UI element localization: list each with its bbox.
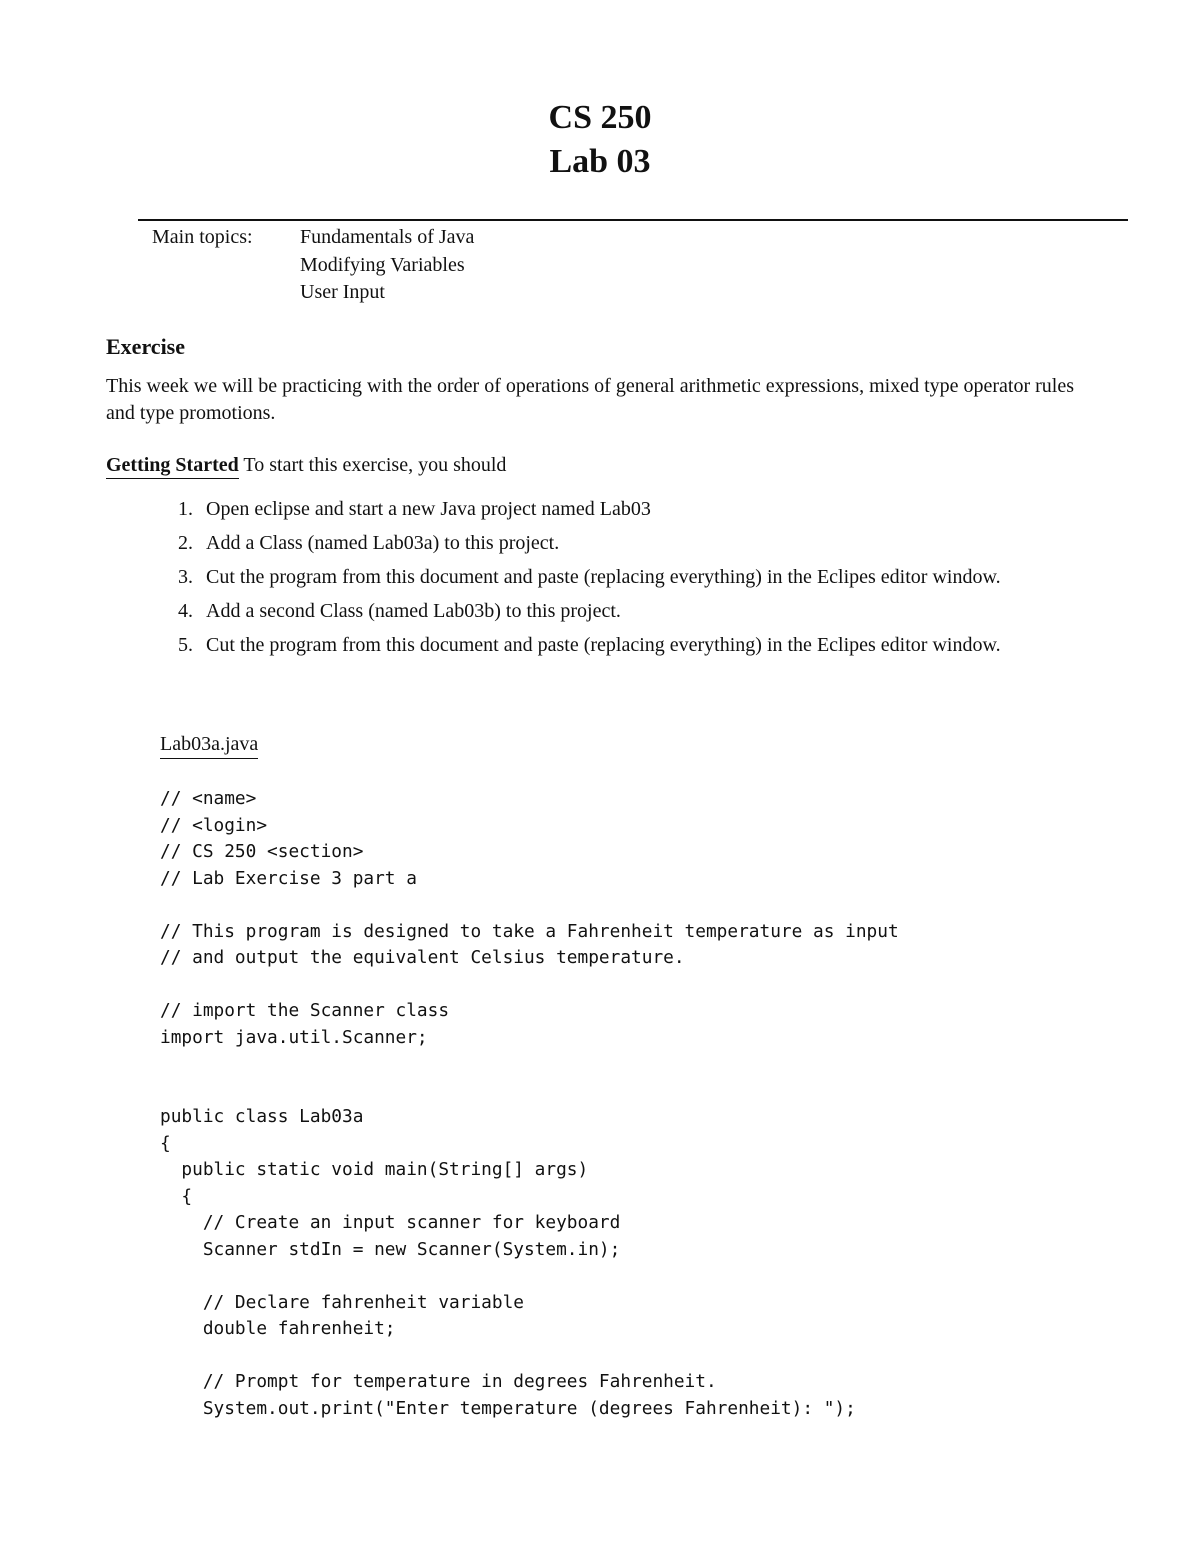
exercise-description: This week we will be practicing with the order of operations of general arithmetic expressions, mixed type operator rules and type promotions.: [106, 375, 1075, 424]
code-line: // CS 250 <section>: [160, 841, 364, 862]
horizontal-rule: [138, 219, 1128, 221]
steps-list: [178, 496, 1096, 666]
code-line: {: [160, 1132, 171, 1154]
code-line: System.out.print("Enter temperature (degrees Fahrenheit): ");: [160, 1397, 856, 1419]
code-line: [160, 1343, 899, 1370]
code-block: [160, 786, 899, 1422]
list-item: [178, 530, 1096, 557]
code-line: // Create an input scanner for keyboard: [160, 1212, 621, 1233]
getting-started: [106, 452, 506, 478]
step-text: Add a Class (named Lab03a) to this project.: [206, 532, 560, 554]
list-item: [178, 598, 1096, 625]
getting-started-label: Getting Started: [106, 454, 239, 479]
code-line: double fahrenheit;: [160, 1318, 396, 1339]
main-topics-label: Main topics:: [152, 226, 253, 248]
main-topics-list: [300, 224, 474, 307]
topic-item: User Input: [300, 281, 385, 303]
step-number: 3.: [178, 566, 193, 588]
code-line: // and output the equivalent Celsius temperature.: [160, 947, 685, 968]
step-number: 5.: [178, 634, 193, 656]
getting-started-text: To start this exercise, you should: [243, 454, 507, 476]
code-line: // Declare fahrenheit variable: [160, 1291, 524, 1313]
topic-item: Fundamentals of Java: [300, 226, 475, 248]
exercise-heading: Exercise: [106, 334, 186, 359]
step-text: Open eclipse and start a new Java project named Lab03: [206, 498, 651, 520]
code-line: [160, 1051, 899, 1078]
step-text: Cut the program from this document and paste (replacing everything) in the Eclipes editor window.: [206, 634, 1001, 656]
code-line: public class Lab03a: [160, 1106, 364, 1127]
code-line: [160, 972, 899, 999]
step-number: 4.: [178, 600, 193, 622]
course-title: CS 250: [548, 99, 652, 136]
list-item: [178, 564, 1096, 591]
step-number: 1.: [178, 498, 193, 520]
lab-title: Lab 03: [549, 143, 651, 180]
code-line: public static void main(String[] args): [160, 1159, 589, 1180]
code-line: Scanner stdIn = new Scanner(System.in);: [160, 1238, 621, 1260]
code-line: // import the Scanner class: [160, 1000, 450, 1021]
step-number: 2.: [178, 532, 193, 554]
code-line: // <login>: [160, 814, 268, 836]
topic-item: Modifying Variables: [300, 253, 465, 276]
code-line: // Lab Exercise 3 part a: [160, 867, 417, 889]
code-line: // Prompt for temperature in degrees Fahrenheit.: [160, 1371, 717, 1392]
code-line: {: [160, 1185, 193, 1207]
step-text: Cut the program from this document and paste (replacing everything) in the Eclipes editor window.: [206, 566, 1001, 588]
code-line: import java.util.Scanner;: [160, 1026, 428, 1048]
list-item: [178, 632, 1096, 659]
code-line: [160, 1078, 899, 1105]
code-line: [160, 892, 899, 919]
code-filename: Lab03a.java: [160, 731, 258, 759]
code-line: // <name>: [160, 788, 257, 809]
step-text: Add a second Class (named Lab03b) to this project.: [206, 600, 621, 622]
code-line: // This program is designed to take a Fahrenheit temperature as input: [160, 920, 899, 942]
list-item: [178, 496, 1096, 523]
code-line: [160, 1263, 899, 1290]
